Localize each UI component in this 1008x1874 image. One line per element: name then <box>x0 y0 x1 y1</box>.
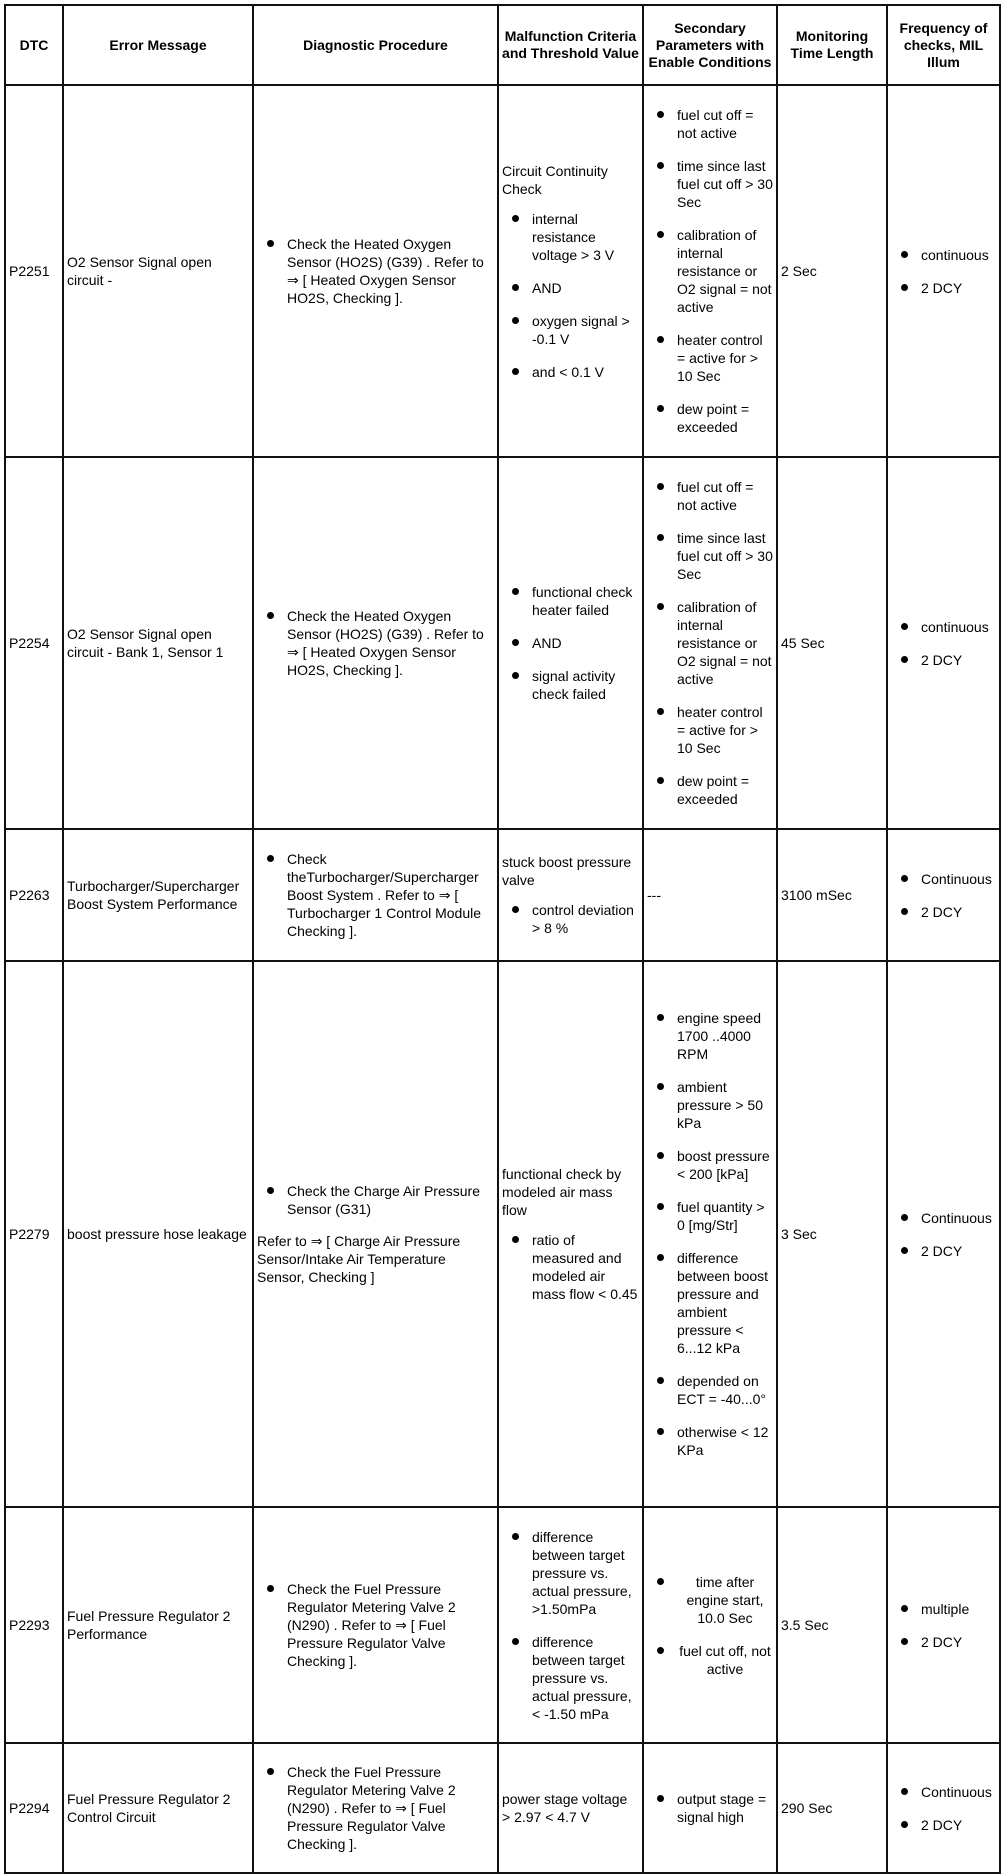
list-item: 2 DCY <box>891 279 996 297</box>
list-item: Check the Fuel Pressure Regulator Metering Valve 2 (N290) . Refer to ⇒ [ Fuel Pressure Regulator Valve Checking ]. <box>257 1763 494 1853</box>
error-message: O2 Sensor Signal open circuit - <box>63 85 253 457</box>
diagnostic-steps <box>257 235 494 307</box>
list-item: 2 DCY <box>891 1633 996 1651</box>
list-item: fuel cut off = not active <box>647 478 773 514</box>
monitoring-time: 2 Sec <box>777 85 887 457</box>
secondary-parameters: --- <box>643 829 777 961</box>
list-item: Continuous <box>891 1783 996 1801</box>
list-item: Check the Heated Oxygen Sensor (HO2S) (G39) . Refer to ⇒ [ Heated Oxygen Sensor HO2S, Checking ]. <box>257 607 494 679</box>
list-item: heater control = active for > 10 Sec <box>647 331 773 385</box>
list-item: difference between boost pressure and ambient pressure < 6...12 kPa <box>647 1249 773 1357</box>
error-message: Fuel Pressure Regulator 2 Control Circuit <box>63 1743 253 1873</box>
error-message: Turbocharger/Supercharger Boost System Performance <box>63 829 253 961</box>
frequency-list <box>891 246 996 297</box>
enable-conditions <box>647 1573 773 1678</box>
list-item: Continuous <box>891 1209 996 1227</box>
list-item: dew point = exceeded <box>647 772 773 808</box>
list-item: signal activity check failed <box>502 667 639 703</box>
table-row <box>5 961 1000 1507</box>
list-item: difference between target pressure vs. actual pressure, < -1.50 mPa <box>502 1633 639 1723</box>
list-item: fuel cut off, not active <box>647 1642 773 1678</box>
header-monitoring-time: Monitoring Time Length <box>777 5 887 85</box>
list-item: functional check heater failed <box>502 583 639 619</box>
enable-conditions <box>647 1009 773 1459</box>
list-item: AND <box>502 279 639 297</box>
dtc-code: P2294 <box>5 1743 63 1873</box>
malfunction-lead: Circuit Continuity Check <box>502 162 608 197</box>
header-malfunction-criteria: Malfunction Criteria and Threshold Value <box>498 5 643 85</box>
list-item: calibration of internal resistance or O2 signal = not active <box>647 226 773 316</box>
enable-conditions <box>647 1790 773 1826</box>
diagnostic-procedure <box>253 85 498 457</box>
table-body <box>5 85 1000 1873</box>
list-item: Check the Heated Oxygen Sensor (HO2S) (G39) . Refer to ⇒ [ Heated Oxygen Sensor HO2S, Checking ]. <box>257 235 494 307</box>
dtc-code: P2279 <box>5 961 63 1507</box>
table-row <box>5 1743 1000 1873</box>
error-message: boost pressure hose leakage <box>63 961 253 1507</box>
error-message: O2 Sensor Signal open circuit - Bank 1, Sensor 1 <box>63 457 253 829</box>
malfunction-criteria <box>498 1507 643 1743</box>
list-item: oxygen signal > -0.1 V <box>502 312 639 348</box>
list-item: ratio of measured and modeled air mass flow < 0.45 <box>502 1231 639 1303</box>
malfunction-criteria <box>498 85 643 457</box>
enable-conditions <box>647 478 773 808</box>
malfunction-criteria <box>498 829 643 961</box>
frequency-list <box>891 618 996 669</box>
frequency-list <box>891 1783 996 1834</box>
list-item: internal resistance voltage > 3 V <box>502 210 639 264</box>
monitoring-time: 3 Sec <box>777 961 887 1507</box>
malfunction-conditions <box>502 1231 639 1303</box>
frequency-list <box>891 1209 996 1260</box>
list-item: Check theTurbocharger/Supercharger Boost System . Refer to ⇒ [ Turbocharger 1 Control Module Checking ]. <box>257 850 494 940</box>
list-item: heater control = active for > 10 Sec <box>647 703 773 757</box>
check-frequency <box>887 829 1000 961</box>
secondary-parameters <box>643 961 777 1507</box>
list-item: time since last fuel cut off > 30 Sec <box>647 157 773 211</box>
list-item: Continuous <box>891 870 996 888</box>
list-item: output stage = signal high <box>647 1790 773 1826</box>
list-item: Check the Charge Air Pressure Sensor (G31) <box>257 1182 494 1218</box>
diagnostic-steps <box>257 1580 494 1670</box>
monitoring-time: 3100 mSec <box>777 829 887 961</box>
list-item: calibration of internal resistance or O2 signal = not active <box>647 598 773 688</box>
malfunction-lead: functional check by modeled air mass flow <box>502 1166 622 1218</box>
header-dtc: DTC <box>5 5 63 85</box>
secondary-parameters <box>643 457 777 829</box>
header-frequency: Frequency of checks, MIL Illum <box>887 5 1000 85</box>
monitoring-time: 290 Sec <box>777 1743 887 1873</box>
malfunction-conditions <box>502 901 639 937</box>
list-item: fuel quantity > 0 [mg/Str] <box>647 1198 773 1234</box>
list-item: dew point = exceeded <box>647 400 773 436</box>
list-item: multiple <box>891 1600 996 1618</box>
secondary-parameters <box>643 1743 777 1873</box>
table-row <box>5 829 1000 961</box>
malfunction-criteria <box>498 961 643 1507</box>
secondary-parameters <box>643 85 777 457</box>
dtc-code: P2263 <box>5 829 63 961</box>
diagnostic-procedure <box>253 829 498 961</box>
list-item: AND <box>502 634 639 652</box>
list-item: engine speed 1700 ..4000 RPM <box>647 1009 773 1063</box>
check-frequency <box>887 457 1000 829</box>
check-frequency <box>887 85 1000 457</box>
malfunction-conditions <box>502 1528 639 1723</box>
list-item: 2 DCY <box>891 1242 996 1260</box>
list-item: continuous <box>891 246 996 264</box>
list-item: fuel cut off = not active <box>647 106 773 142</box>
list-item: control deviation > 8 % <box>502 901 639 937</box>
check-frequency <box>887 1743 1000 1873</box>
diagnostic-procedure <box>253 1743 498 1873</box>
header-secondary-parameters: Secondary Parameters with Enable Conditions <box>643 5 777 85</box>
table-row <box>5 1507 1000 1743</box>
table-row <box>5 457 1000 829</box>
diagnostic-steps <box>257 850 494 940</box>
header-row <box>5 5 1000 85</box>
secondary-parameters <box>643 1507 777 1743</box>
frequency-list <box>891 1600 996 1651</box>
malfunction-criteria <box>498 1743 643 1873</box>
frequency-list <box>891 870 996 921</box>
malfunction-conditions <box>502 583 639 703</box>
list-item: 2 DCY <box>891 903 996 921</box>
list-item: continuous <box>891 618 996 636</box>
list-item: ambient pressure > 50 kPa <box>647 1078 773 1132</box>
check-frequency <box>887 961 1000 1507</box>
list-item: Check the Fuel Pressure Regulator Metering Valve 2 (N290) . Refer to ⇒ [ Fuel Pressure Regulator Valve Checking ]. <box>257 1580 494 1670</box>
list-item: otherwise < 12 KPa <box>647 1423 773 1459</box>
error-message: Fuel Pressure Regulator 2 Performance <box>63 1507 253 1743</box>
diagnostic-steps <box>257 607 494 679</box>
list-item: time after engine start, 10.0 Sec <box>647 1573 773 1627</box>
header-diagnostic-procedure: Diagnostic Procedure <box>253 5 498 85</box>
malfunction-lead: power stage voltage > 2.97 < 4.7 V <box>502 1791 628 1825</box>
dtc-code: P2293 <box>5 1507 63 1743</box>
malfunction-criteria <box>498 457 643 829</box>
list-item: and < 0.1 V <box>502 363 639 381</box>
diagnostic-steps <box>257 1763 494 1853</box>
dtc-table <box>4 4 1001 1874</box>
list-item: boost pressure < 200 [kPa] <box>647 1147 773 1183</box>
diagnostic-procedure <box>253 457 498 829</box>
table-row <box>5 85 1000 457</box>
enable-conditions <box>647 106 773 436</box>
monitoring-time: 45 Sec <box>777 457 887 829</box>
list-item: 2 DCY <box>891 1816 996 1834</box>
header-error-message: Error Message <box>63 5 253 85</box>
diagnostic-note: Refer to ⇒ [ Charge Air Pressure Sensor/Intake Air Temperature Sensor, Checking ] <box>257 1233 461 1285</box>
diagnostic-steps <box>257 1182 494 1218</box>
diagnostic-procedure <box>253 1507 498 1743</box>
check-frequency <box>887 1507 1000 1743</box>
list-item: time since last fuel cut off > 30 Sec <box>647 529 773 583</box>
list-item: 2 DCY <box>891 651 996 669</box>
monitoring-time: 3.5 Sec <box>777 1507 887 1743</box>
list-item: depended on ECT = -40...0° <box>647 1372 773 1408</box>
malfunction-lead: stuck boost pressure valve <box>502 854 632 888</box>
list-item: difference between target pressure vs. actual pressure, >1.50mPa <box>502 1528 639 1618</box>
dtc-code: P2254 <box>5 457 63 829</box>
malfunction-conditions <box>502 210 639 381</box>
dtc-code: P2251 <box>5 85 63 457</box>
diagnostic-procedure <box>253 961 498 1507</box>
